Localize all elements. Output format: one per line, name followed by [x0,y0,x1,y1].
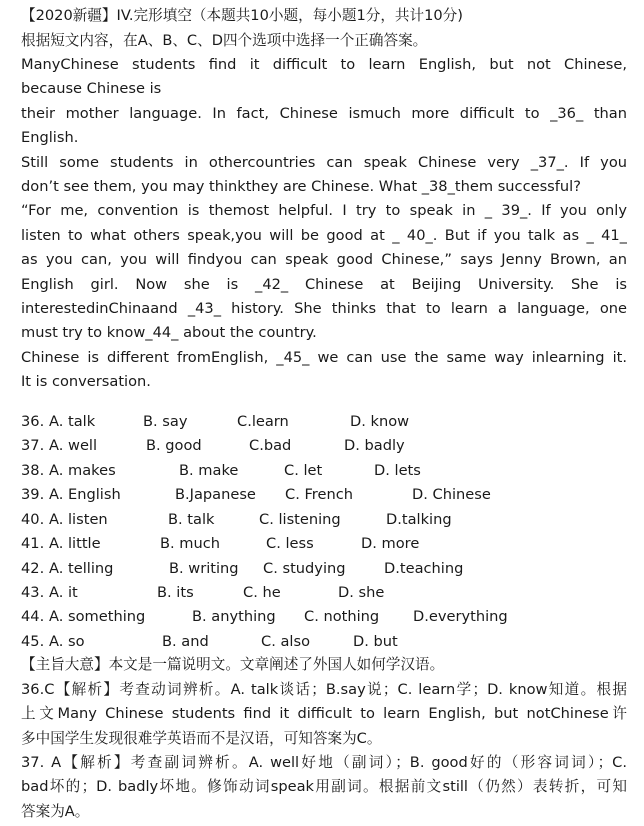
analysis-line: 37. A【解析】考查副词辨析。A. well好地（副词）；B. good好的（形容词词）；C. [21,754,627,771]
option-a: A. well [49,437,98,454]
option-c: C. studying [263,560,346,577]
question-number: 40. [21,511,45,528]
question-number: 39. [21,486,45,503]
passage-line: don’t see them, you may thinkthey are Chinese. What _38_them successful? [21,178,581,195]
question-number: 42. [21,560,45,577]
passage-line: English. [21,129,79,146]
option-c: C. French [285,486,353,503]
option-d: D.everything [413,608,508,625]
passage-line: as you can, you will findyou can speak good Chinese,” says Jenny Brown, an [21,251,627,268]
passage-line: Chinese is different fromEnglish, _45_ we can use the same way inlearning it. [21,349,627,366]
analysis-line: 答案为A。 [21,803,90,820]
passage-line: English girl. Now she is _42_ Chinese at Beijing University. She is [21,276,627,293]
option-a: A. English [49,486,121,503]
option-b: B.Japanese [175,486,256,503]
question-number: 43. [21,584,45,601]
option-b: B. say [143,413,188,430]
passage-line: It is conversation. [21,373,151,390]
analysis-line: bad坏的；D. badly坏地。修饰动词speak用副词。根据前文still（仍然）表转折，可知 [21,778,627,795]
passage-line: their mother language. In fact, Chinese ismuch more difficult to _36_ than [21,105,627,122]
option-b: B. good [146,437,202,454]
option-b: B. make [179,462,239,479]
passage-line: interestedinChinaand _43_ history. She thinks that to learn a language, one [21,300,627,317]
option-c: C. also [261,633,310,650]
option-d: D. more [361,535,420,552]
option-c: C. let [284,462,323,479]
option-a: A. so [49,633,85,650]
option-d: D. badly [344,437,405,454]
question-number: 36. [21,413,45,430]
option-b: B. and [162,633,209,650]
option-d: D. know [350,413,410,430]
question-number: 41. [21,535,45,552]
option-a: A. little [49,535,101,552]
option-d: D. she [338,584,385,601]
option-a: A. something [49,608,146,625]
option-b: B. its [157,584,194,601]
option-a: A. it [49,584,78,601]
option-a: A. listen [49,511,108,528]
option-b: B. talk [168,511,215,528]
passage-line: Still some students in othercountries can speak Chinese very _37_. If you [21,154,627,171]
option-a: A. talk [49,413,96,430]
option-d: D. but [353,633,398,650]
option-d: D.teaching [384,560,464,577]
option-a: A. telling [49,560,114,577]
option-c: C. less [266,535,314,552]
passage-line: must try to know_44_ about the country. [21,324,317,341]
option-d: D. lets [374,462,421,479]
analysis-line: 多中国学生发现很难学英语而不是汉语，可知答案为C。 [21,730,382,747]
question-number: 38. [21,462,45,479]
option-d: D.talking [386,511,452,528]
question-number: 44. [21,608,45,625]
analysis-line: 上文Many Chinese students find it difficult to learn English, but notChinese许 [21,705,627,722]
option-c: C. listening [259,511,341,528]
option-c: C.bad [249,437,292,454]
exercise-instruction: 根据短文内容，在A、B、C、D四个选项中选择一个正确答案。 [21,32,428,49]
passage-line: “For me, convention is themost helpful. I try to speak in _ 39_. If you only [21,202,627,219]
exercise-title: 【2020新疆】IV.完形填空（本题共10小题，每小题1分，共计10分) [21,7,463,24]
option-a: A. makes [49,462,116,479]
analysis-line: 36.C【解析】考查动词辨析。A. talk谈话；B.say说；C. learn学；D. know知道。根据 [21,681,627,698]
option-c: C. nothing [304,608,380,625]
question-number: 37. [21,437,45,454]
option-c: C. he [243,584,281,601]
option-b: B. much [160,535,221,552]
question-number: 45. [21,633,45,650]
option-c: C.learn [237,413,289,430]
option-d: D. Chinese [412,486,491,503]
passage-line: listen to what others speak,you will be good at _ 40_. But if you talk as _ 41_ [21,227,627,244]
option-b: B. anything [192,608,276,625]
passage-line: because Chinese is [21,80,162,97]
passage-line: ManyChinese students find it difficult to learn English, but not Chinese, [21,56,627,73]
analysis-line: 【主旨大意】本文是一篇说明文。文章阐述了外国人如何学汉语。 [21,656,445,673]
option-b: B. writing [169,560,239,577]
